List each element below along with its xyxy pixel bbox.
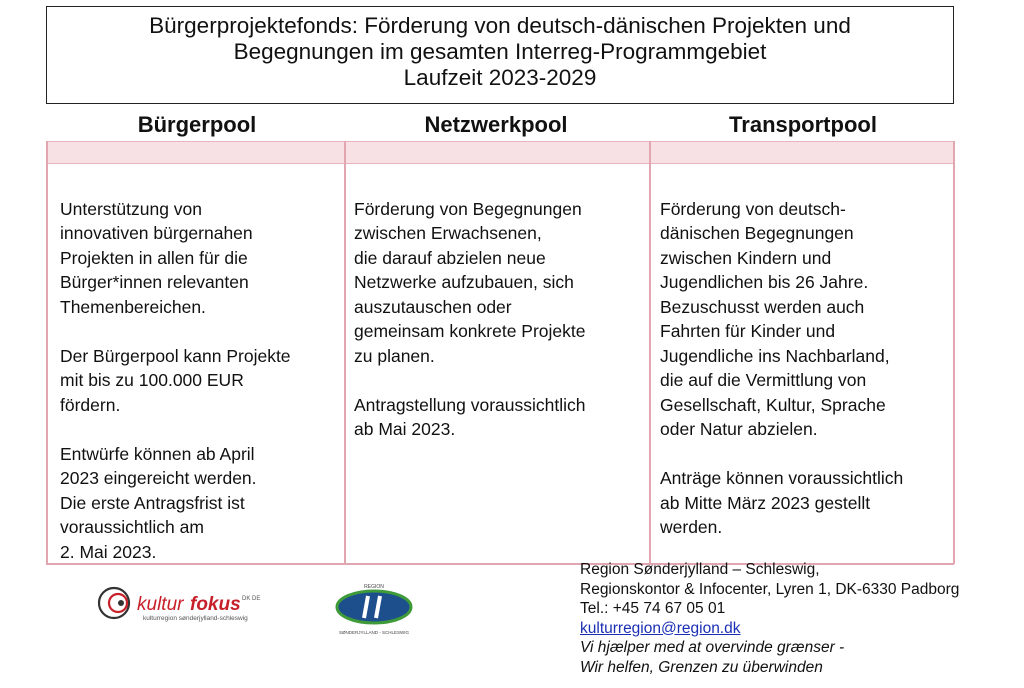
text-line: werden. (660, 517, 723, 537)
table-divider-1 (344, 141, 346, 564)
text-line: die auf die Vermittlung von (660, 370, 867, 390)
slogan-german: Wir helfen, Grenzen zu überwinden (580, 658, 823, 676)
kulturfokus-logo (95, 586, 275, 626)
heading-netzwerkpool: Netzwerkpool (424, 112, 568, 137)
contact-org: Region Sønderjylland – Schleswig, (580, 561, 820, 578)
text-line: ab Mai 2023. (354, 419, 456, 439)
text-line: Der Bürgerpool kann Projekte (60, 345, 291, 366)
svg-text:kultur: kultur (137, 594, 184, 615)
title-line-1: Bürgerprojektefonds: Förderung von deutsch-dänischen Projekten und (149, 13, 851, 38)
column-netzwerkpool (354, 172, 586, 466)
text-line: ab Mitte März 2023 gestellt (660, 492, 871, 513)
column-transportpool (660, 172, 903, 564)
column-buergerpool (60, 172, 291, 589)
text-line: Unterstützung von (60, 198, 203, 219)
text-line: zwischen Erwachsenen, (354, 223, 542, 243)
text-line: 2. Mai 2023. (60, 541, 157, 562)
contact-address: Regionskontor & Infocenter, Lyren 1, DK-6330 Padborg (580, 580, 960, 598)
svg-text:DK DE: DK DE (242, 596, 261, 602)
contact-email-link[interactable]: kulturregion@region.dk (580, 619, 741, 637)
text-line: Die erste Antragsfrist ist (60, 492, 245, 513)
text-line: Jugendliche ins Nachbarland, (660, 345, 890, 366)
text-line: Fahrten für Kinder und (660, 321, 836, 341)
text-line: Förderung von Begegnungen (354, 198, 582, 219)
contact-phone: Tel.: +45 74 67 05 01 (580, 600, 726, 617)
table-header-band (46, 141, 954, 164)
text-line: zu planen. (354, 345, 435, 366)
text-line: voraussichtlich am (60, 517, 204, 537)
text-line: 2023 eingereicht werden. (60, 468, 257, 488)
heading-buergerpool: Bürgerpool (137, 112, 257, 137)
svg-text:fokus: fokus (190, 594, 241, 615)
text-line: Bezuschusst werden auch (660, 296, 865, 317)
contact-block (580, 560, 959, 677)
slogan-danish: Vi hjælper med at overvinde grænser - (580, 639, 845, 656)
table-divider-right (953, 141, 955, 564)
text-line: Anträge können voraussichtlich (660, 468, 904, 488)
text-line: fördern. (60, 394, 121, 415)
text-line: zwischen Kindern und (660, 247, 832, 268)
text-line: die darauf abzielen neue (354, 247, 546, 268)
text-line: oder Natur abzielen. (660, 419, 818, 439)
text-line: auszutauschen oder (354, 296, 512, 317)
svg-text:SØNDERJYLLAND - SCHLESWIG: SØNDERJYLLAND - SCHLESWIG (338, 630, 410, 635)
svg-text:REGION: REGION (364, 584, 384, 590)
text-line: Projekten in allen für die (60, 247, 248, 268)
text-line: mit bis zu 100.000 EUR (60, 370, 244, 390)
svg-text:kulturregion sønderjylland-sch: kulturregion sønderjylland-schleswig (143, 615, 248, 622)
text-line: Gesellschaft, Kultur, Sprache (660, 394, 886, 415)
heading-transportpool: Transportpool (729, 112, 877, 137)
text-line: Bürger*innen relevanten (60, 272, 249, 292)
table-divider-left (46, 141, 48, 564)
text-line: gemeinsam konkrete Projekte (354, 321, 586, 341)
text-line: Netzwerke aufzubauen, sich (354, 272, 574, 292)
text-line: Themenbereichen. (60, 296, 206, 317)
title-box (46, 6, 954, 104)
text-line: Jugendlichen bis 26 Jahre. (660, 272, 869, 292)
title-line-2: Begegnungen im gesamten Interreg-Programmgebiet (233, 39, 767, 64)
text-line: Antragstellung voraussichtlich (354, 394, 586, 415)
region-logo (334, 580, 414, 638)
title-line-3: Laufzeit 2023-2029 (403, 65, 597, 90)
text-line: dänischen Begegnungen (660, 223, 854, 243)
kulturfokus-logo-mark (95, 586, 275, 626)
text-line: Entwürfe können ab April (60, 443, 255, 464)
region-logo-mark (334, 580, 414, 638)
text-line: Förderung von deutsch- (660, 198, 846, 219)
text-line: innovativen bürgernahen (60, 223, 253, 243)
table-divider-2 (649, 141, 651, 564)
